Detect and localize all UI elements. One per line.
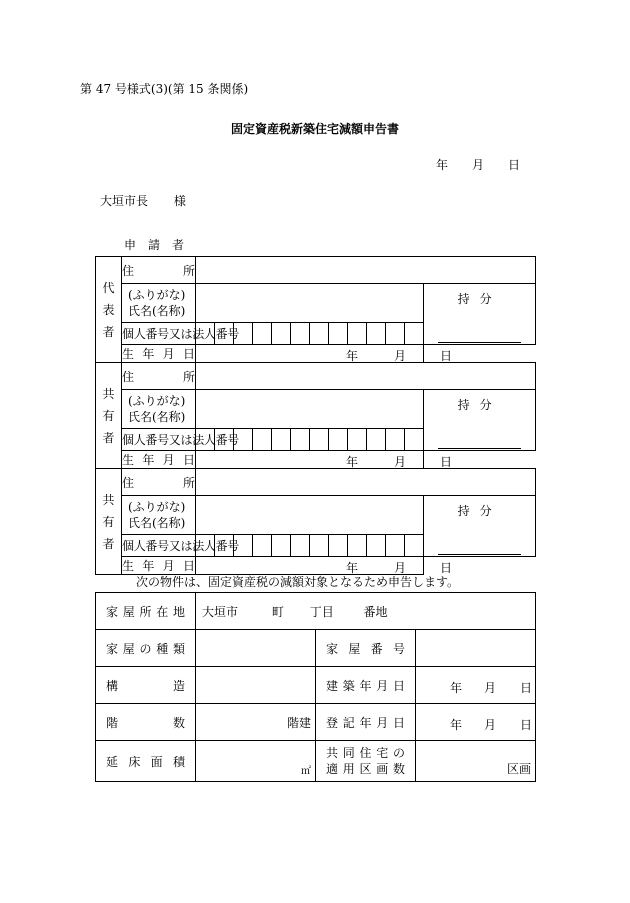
birthdate-label: 生年月日 [122,451,196,469]
name-label [122,390,196,429]
id-digit-box[interactable] [329,323,348,345]
id-digit-box[interactable] [272,429,291,451]
birth-year-label: 年 [346,561,359,575]
id-digit-box[interactable] [253,535,272,557]
id-number-label: 個人番号又は法人番号 [122,429,196,451]
address-field[interactable] [196,257,536,284]
date-day-label: 日 [508,158,521,172]
id-digit-box[interactable] [386,535,405,557]
structure-value[interactable] [196,667,316,704]
role-char: 共 [102,492,115,507]
birth-month-label: 月 [394,349,407,363]
date-year-label: 年 [436,158,449,172]
birth-month-label: 月 [394,455,407,469]
name-field[interactable] [196,496,424,535]
name-text-label: 氏名(名称) [128,304,186,318]
registered-date-value[interactable] [416,704,536,741]
built-date-value[interactable] [416,667,536,704]
id-digit-box[interactable] [310,323,329,345]
address-label: 住所 [122,363,196,390]
id-digit-box[interactable] [348,323,367,345]
location-banchi: 番地 [363,604,388,619]
id-digit-box[interactable] [291,535,310,557]
furigana-label: (ふりがな) [128,288,186,302]
built-day-label: 日 [520,681,533,695]
share-label: 持分 [457,292,502,306]
id-digit-box[interactable] [367,535,386,557]
birthdate-field[interactable] [196,557,453,575]
birthdate-label: 生年月日 [122,345,196,363]
address-field[interactable] [196,363,536,390]
person-2-address-row [96,469,536,496]
person-0-birth-row [96,345,536,363]
share-underline [438,342,521,343]
share-underline [438,554,521,555]
furigana-label: (ふりがな) [128,500,186,514]
id-digit-box[interactable] [329,535,348,557]
id-digit-box[interactable] [348,429,367,451]
floor-area-label: 延床面積 [96,741,196,782]
share-box[interactable] [424,496,536,557]
units-unit: 区画 [507,762,532,776]
addressee-name: 大垣市長 [100,194,149,208]
name-text-label: 氏名(名称) [128,410,186,424]
person-role-label [96,363,122,469]
floor-area-value[interactable] [196,741,316,782]
house-number-value[interactable] [416,630,536,667]
id-digit-box[interactable] [405,323,424,345]
id-digit-box[interactable] [405,535,424,557]
id-digit-box[interactable] [386,323,405,345]
share-box[interactable] [424,284,536,345]
person-1-name-row [96,390,536,429]
id-digit-box[interactable] [367,429,386,451]
built-year-label: 年 [450,681,463,695]
kind-value[interactable] [196,630,316,667]
floors-label: 階数 [96,704,196,741]
id-digit-box[interactable] [272,535,291,557]
id-digit-box[interactable] [291,323,310,345]
address-field[interactable] [196,469,536,496]
id-number-label: 個人番号又は法人番号 [122,535,196,557]
applicant-table [95,256,536,575]
declaration: 次の物件は、固定資産税の減額対象となるため申告します。 [136,575,460,589]
role-char: 有 [102,514,115,529]
share-label: 持分 [457,504,502,518]
share-box[interactable] [424,390,536,451]
share-underline [438,448,521,449]
location-value[interactable] [196,593,536,630]
name-label [122,284,196,323]
property-table [95,592,536,782]
built-date-label: 建築年月日 [316,667,416,704]
id-digit-box[interactable] [272,323,291,345]
row-location [96,593,536,630]
role-char: 代 [102,280,115,295]
structure-label: 構造 [96,667,196,704]
id-digit-box[interactable] [291,429,310,451]
form-number: 第 47 号様式(3)(第 15 条関係) [80,82,249,96]
birth-day-label: 日 [440,455,453,469]
role-char: 表 [102,302,115,317]
registered-month-label: 月 [484,718,497,732]
shared-units-value[interactable] [416,741,536,782]
furigana-label: (ふりがな) [128,394,186,408]
kind-label: 家屋の種類 [96,630,196,667]
name-field[interactable] [196,284,424,323]
row-structure [96,667,536,704]
row-area [96,741,536,782]
id-digit-box[interactable] [386,429,405,451]
row-floors [96,704,536,741]
person-0-name-row [96,284,536,323]
person-role-label [96,469,122,575]
role-char: 者 [102,324,115,339]
id-digit-box[interactable] [367,323,386,345]
registered-day-label: 日 [520,718,533,732]
birth-year-label: 年 [346,455,359,469]
role-char: 有 [102,408,115,423]
floors-unit: 階建 [286,715,311,730]
person-1-address-row [96,363,536,390]
id-digit-box[interactable] [253,323,272,345]
location-town: 町 [271,604,284,619]
id-digit-box[interactable] [310,429,329,451]
name-label [122,496,196,535]
date-month-label: 月 [472,158,485,172]
page-title: 固定資産税新築住宅減額申告書 [230,122,399,136]
role-char: 共 [102,386,115,401]
id-number-label: 個人番号又は法人番号 [122,323,196,345]
share-label: 持分 [457,398,502,412]
addressee [100,192,186,209]
address-label: 住所 [122,469,196,496]
birthdate-label: 生年月日 [122,557,196,575]
role-char: 者 [102,430,115,445]
birth-day-label: 日 [440,561,453,575]
location-city: 大垣市 [202,604,239,619]
floors-value[interactable] [196,704,316,741]
birth-month-label: 月 [394,561,407,575]
person-2-name-row [96,496,536,535]
shared-label-line1: 共同住宅の [326,746,405,760]
shared-units-label [316,741,416,782]
person-1-birth-row [96,451,536,469]
area-unit: ㎡ [301,766,311,777]
role-char: 者 [102,536,115,551]
birth-year-label: 年 [346,349,359,363]
location-label: 家屋所在地 [96,593,196,630]
name-field[interactable] [196,390,424,429]
location-chome: 丁目 [309,604,334,619]
registered-year-label: 年 [450,718,463,732]
birthdate-field[interactable] [196,451,453,469]
id-digit-box[interactable] [329,429,348,451]
id-digit-box[interactable] [348,535,367,557]
id-digit-box[interactable] [405,429,424,451]
person-role-label [96,257,122,363]
addressee-honorific: 様 [173,194,186,208]
name-text-label: 氏名(名称) [128,516,186,530]
id-digit-box[interactable] [253,429,272,451]
applicant-heading: 申 請 者 [124,238,185,252]
id-digit-box[interactable] [310,535,329,557]
built-month-label: 月 [484,681,497,695]
registered-date-label: 登記年月日 [316,704,416,741]
address-label: 住所 [122,257,196,284]
shared-label-line2: 適用区画数 [326,762,405,776]
house-number-label: 家屋番号 [316,630,416,667]
birth-day-label: 日 [440,349,453,363]
person-0-address-row [96,257,536,284]
birthdate-field[interactable] [196,345,453,363]
person-2-birth-row [96,557,536,575]
row-kind [96,630,536,667]
